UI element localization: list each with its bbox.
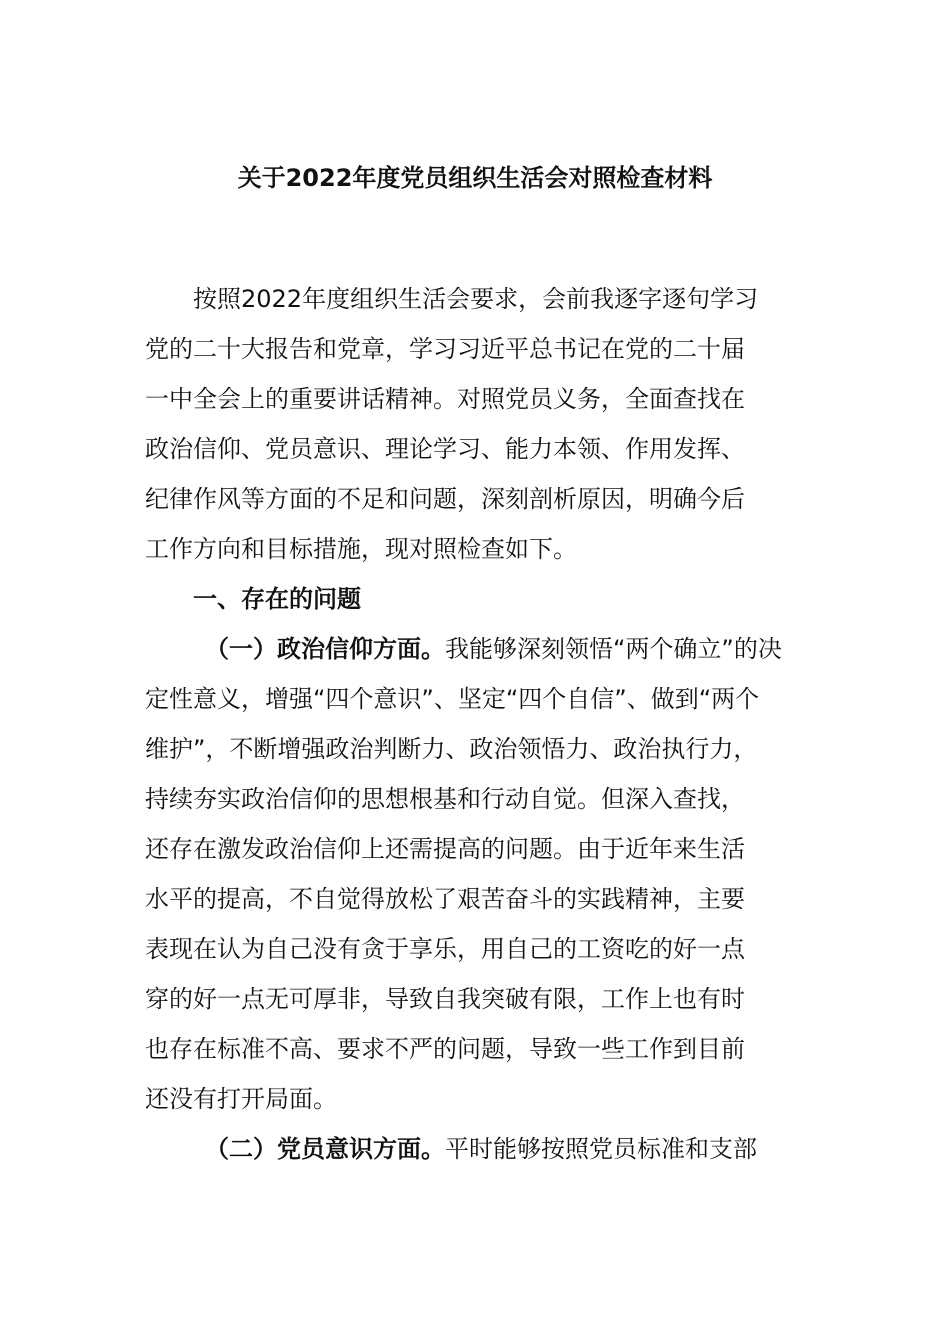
subsection-1-heading: （一）政治信仰方面。 [205,635,445,663]
subsection-1-line: 还存在激发政治信仰上还需提高的问题。由于近年来生活 [145,835,745,863]
subsection-1-first-line [205,631,875,667]
subsection-1-line: 还没有打开局面。 [145,1085,337,1113]
subsection-2-heading: （二）党员意识方面。 [205,1135,445,1163]
intro-line-6: 工作方向和目标措施，现对照检查如下。 [145,535,577,563]
subsection-1-line: 穿的好一点无可厚非，导致自我突破有限，工作上也有时 [145,985,745,1013]
intro-line-2: 党的二十大报告和党章，学习习近平总书记在党的二十届 [145,335,745,363]
intro-line-4: 政治信仰、党员意识、理论学习、能力本领、作用发挥、 [145,435,745,463]
subsection-2-first-text: 平时能够按照党员标准和支部 [445,1135,757,1163]
subsection-1-line: 水平的提高，不自觉得放松了艰苦奋斗的实践精神，主要 [145,885,745,913]
subsection-1-first-text: 我能够深刻领悟“两个确立”的决 [445,635,782,663]
intro-line-5: 纪律作风等方面的不足和问题，深刻剖析原因，明确今后 [145,485,745,513]
subsection-1-line: 维护”，不断增强政治判断力、政治领悟力、政治执行力， [145,735,758,763]
subsection-1-line: 持续夯实政治信仰的思想根基和行动自觉。但深入查找， [145,785,745,813]
intro-line-3: 一中全会上的重要讲话精神。对照党员义务，全面查找在 [145,385,745,413]
subsection-1-line: 定性意义，增强“四个意识”、坚定“四个自信”、做到“两个 [145,685,760,713]
intro-line-1: 按照2022年度组织生活会要求，会前我逐字逐句学习 [193,285,759,313]
document-title: 关于2022年度党员组织生活会对照检查材料 [237,164,713,192]
subsection-1-line: 也存在标准不高、要求不严的问题，导致一些工作到目前 [145,1035,745,1063]
section-heading-1: 一、存在的问题 [193,585,361,613]
subsection-2-first-line [205,1131,875,1167]
subsection-1-line: 表现在认为自己没有贪于享乐，用自己的工资吃的好一点 [145,935,745,963]
